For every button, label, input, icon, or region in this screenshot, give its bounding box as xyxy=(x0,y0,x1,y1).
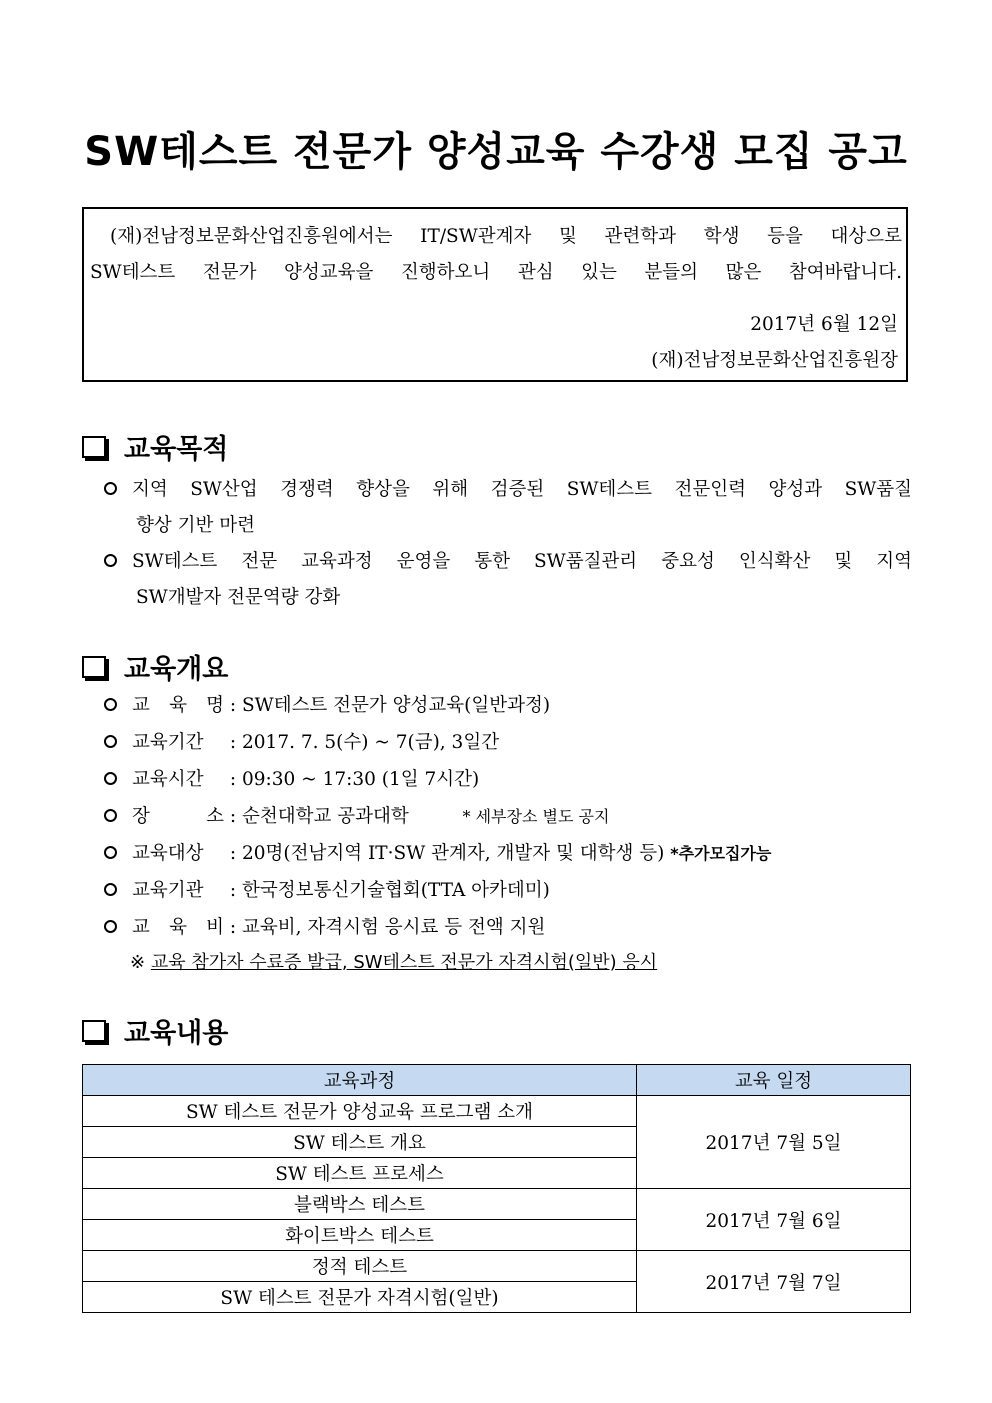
course-cell: SW 테스트 프로세스 xyxy=(83,1158,637,1189)
overview-note-text: 교육 참가자 수료증 발급, SW테스트 전문가 자격시험(일반) 응시 xyxy=(150,952,658,973)
overview-time-value: : 09:30 ~ 17:30 (1일 7시간) xyxy=(229,769,480,790)
section-content xyxy=(82,1012,228,1048)
purpose-item-1-line-1: 지역 SW산업 경쟁력 향상을 위해 검증된 SW테스트 전문인력 양성과 SW품질 xyxy=(132,479,912,500)
overview-fee-value: : 교육비, 자격시험 응시료 등 전액 지원 xyxy=(229,917,546,938)
overview-target-label: 교육대상 xyxy=(132,843,204,864)
table-row xyxy=(83,1189,911,1220)
overview-period-value: : 2017. 7. 5(수) ~ 7(금), 3일간 xyxy=(229,732,500,753)
table-row xyxy=(83,1251,911,1282)
overview-place-note: * 세부장소 별도 공지 xyxy=(462,807,610,826)
date-cell: 2017년 7월 6일 xyxy=(637,1189,911,1251)
overview-fee-row xyxy=(104,910,545,946)
intro-date: 2017년 6월 12일 xyxy=(750,314,898,335)
circle-bullet-icon xyxy=(104,698,117,711)
overview-fee-label: 교 육 비 xyxy=(132,917,224,938)
course-cell: 화이트박스 테스트 xyxy=(83,1220,637,1251)
overview-name-label: 교 육 명 xyxy=(132,695,224,716)
overview-org-row xyxy=(104,873,550,909)
circle-bullet-icon xyxy=(104,554,117,567)
overview-org-value: : 한국정보통신기술협회(TTA 아카데미) xyxy=(229,880,550,901)
circle-bullet-icon xyxy=(104,809,117,822)
overview-name-row xyxy=(104,688,550,724)
note-mark: ※ xyxy=(130,952,146,973)
overview-time-label: 교육시간 xyxy=(132,769,204,790)
course-cell: 정적 테스트 xyxy=(83,1251,637,1282)
overview-place-value: : 순천대학교 공과대학 xyxy=(229,806,409,827)
intro-line-1: (재)전남정보문화산업진흥원에서는 IT/SW관계자 및 관련학과 학생 등을 대상으로 xyxy=(110,226,902,247)
overview-target-value: : 20명(전남지역 IT·SW 관계자, 개발자 및 대학생 등) xyxy=(229,843,665,864)
circle-bullet-icon xyxy=(104,482,117,495)
page-title: SW테스트 전문가 양성교육 수강생 모집 공고 xyxy=(84,129,908,175)
intro-box xyxy=(82,207,908,382)
date-cell: 2017년 7월 5일 xyxy=(637,1096,911,1189)
checkbox-square-icon xyxy=(82,1020,106,1042)
circle-bullet-icon xyxy=(104,920,117,933)
section-purpose xyxy=(82,428,228,464)
circle-bullet-icon xyxy=(104,883,117,896)
purpose-item-1 xyxy=(104,472,912,544)
date-cell: 2017년 7월 7일 xyxy=(637,1251,911,1313)
overview-place-row xyxy=(104,799,609,835)
overview-note xyxy=(130,948,657,978)
purpose-item-1-line-2: 향상 기반 마련 xyxy=(136,515,255,536)
circle-bullet-icon xyxy=(104,772,117,785)
overview-target-extra: *추가모집가능 xyxy=(670,844,772,863)
purpose-item-2-line-2: SW개발자 전문역량 강화 xyxy=(136,587,341,608)
course-cell: 블랙박스 테스트 xyxy=(83,1189,637,1220)
purpose-item-2 xyxy=(104,544,912,616)
overview-place-label: 장 소 xyxy=(132,806,224,827)
circle-bullet-icon xyxy=(104,846,117,859)
section-content-title: 교육내용 xyxy=(124,1017,229,1049)
course-cell: SW 테스트 전문가 양성교육 프로그램 소개 xyxy=(83,1096,637,1127)
section-purpose-title: 교육목적 xyxy=(124,433,229,465)
intro-text xyxy=(90,219,902,291)
intro-line-2: SW테스트 전문가 양성교육을 진행하오니 관심 있는 분들의 많은 참여바랍니다. xyxy=(90,262,902,283)
table-header-row xyxy=(83,1065,911,1096)
overview-org-label: 교육기관 xyxy=(132,880,204,901)
overview-time-row xyxy=(104,762,479,798)
course-cell: SW 테스트 개요 xyxy=(83,1127,637,1158)
checkbox-square-icon xyxy=(82,656,106,678)
overview-target-row xyxy=(104,836,771,872)
checkbox-square-icon xyxy=(82,436,106,458)
overview-name-value: : SW테스트 전문가 양성교육(일반과정) xyxy=(229,695,551,716)
section-overview xyxy=(82,648,228,684)
overview-period-row xyxy=(104,725,499,761)
table-row xyxy=(83,1096,911,1127)
purpose-item-2-line-1: SW테스트 전문 교육과정 운영을 통한 SW품질관리 중요성 인식확산 및 지역 xyxy=(132,551,912,572)
table-header-date: 교육 일정 xyxy=(637,1065,911,1096)
schedule-table xyxy=(82,1064,911,1313)
intro-org: (재)전남정보문화산업진흥원장 xyxy=(651,350,898,371)
table-header-course: 교육과정 xyxy=(83,1065,637,1096)
course-cell: SW 테스트 전문가 자격시험(일반) xyxy=(83,1282,637,1313)
circle-bullet-icon xyxy=(104,735,117,748)
section-overview-title: 교육개요 xyxy=(124,653,229,685)
overview-period-label: 교육기간 xyxy=(132,732,204,753)
